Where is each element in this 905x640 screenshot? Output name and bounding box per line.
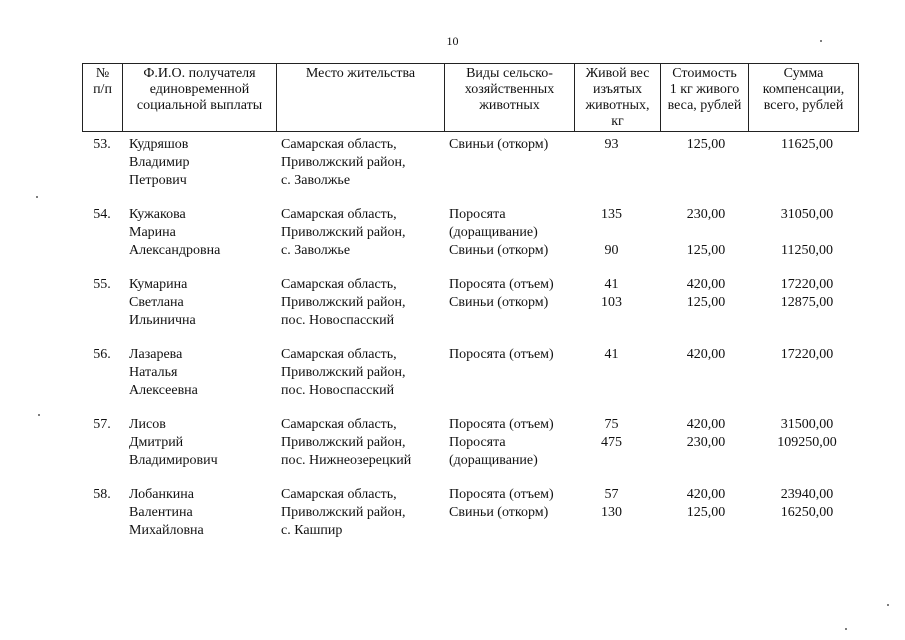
column-header [83, 64, 123, 132]
live-weight: 130 [601, 505, 622, 520]
recipient-name-cell [126, 276, 279, 330]
residence: Приволжский район, [281, 295, 406, 310]
column-header-line: животных [479, 98, 540, 113]
column-header-line: Сумма [783, 66, 824, 81]
cost-per-kg: 420,00 [686, 417, 726, 432]
live-weight: 57 [604, 487, 619, 502]
recipient-name: Кужакова [129, 207, 186, 222]
animal-kind-cell [446, 206, 577, 260]
column-header-line: п/п [93, 82, 112, 97]
animal-kind-cell [446, 276, 577, 312]
row-number-cell [82, 136, 122, 154]
residence: Самарская область, [281, 347, 397, 362]
column-header-line: животных, [585, 98, 650, 113]
compensation-sum-cell [752, 486, 862, 522]
row-number: 53. [93, 137, 111, 152]
animal-kind: Поросята [449, 207, 506, 222]
column-header-line: социальной выплаты [136, 98, 263, 113]
residence-cell [278, 136, 441, 190]
residence: Приволжский район, [281, 435, 406, 450]
compensation-sum: 11625,00 [781, 137, 833, 152]
column-header [277, 64, 445, 132]
animal-kind: Поросята [449, 435, 506, 450]
row-number: 58. [93, 487, 111, 502]
recipient-name: Алексеевна [129, 383, 198, 398]
cost-per-kg: 230,00 [686, 207, 726, 222]
residence: с. Заволжье [281, 243, 351, 258]
column-header-line: № [95, 66, 110, 81]
compensation-sum: 17220,00 [780, 277, 834, 292]
animal-kind: Свиньи (откорм) [449, 505, 549, 520]
residence: Приволжский район, [281, 505, 406, 520]
recipient-name: Лобанкина [129, 487, 194, 502]
animal-kind-cell [446, 416, 577, 470]
row-number-cell [82, 416, 122, 434]
recipient-name: Светлана [129, 295, 184, 310]
compensation-sum: 17220,00 [780, 347, 834, 362]
animal-kind: Поросята (отъем) [449, 277, 554, 292]
row-number-cell [82, 346, 122, 364]
cost-per-kg: 125,00 [686, 505, 726, 520]
cost-per-kg-cell [660, 486, 752, 522]
live-weight-cell [574, 346, 649, 364]
recipient-name: Валентина [129, 505, 193, 520]
live-weight-cell [574, 486, 649, 522]
recipient-name: Кумарина [129, 277, 188, 292]
recipient-name-cell [126, 206, 279, 260]
live-weight: 90 [604, 243, 619, 258]
row-number-cell [82, 486, 122, 504]
scan-speck [38, 414, 40, 416]
cost-per-kg: 125,00 [686, 243, 726, 258]
live-weight [574, 452, 649, 470]
residence: Приволжский район, [281, 225, 406, 240]
residence: пос. Новоспасский [281, 383, 395, 398]
live-weight: 41 [604, 347, 619, 362]
cost-per-kg-cell [660, 136, 752, 154]
live-weight-cell [574, 206, 649, 260]
column-header-line: всего, рублей [763, 98, 844, 113]
residence-cell [278, 486, 441, 540]
column-header-line: хозяйственных [464, 82, 555, 97]
recipient-name: Петрович [129, 173, 187, 188]
recipient-name: Наталья [129, 365, 178, 380]
compensation-sum: 31500,00 [780, 417, 834, 432]
cost-per-kg: 420,00 [686, 277, 726, 292]
column-header [661, 64, 749, 132]
column-header-line: единовременной [149, 82, 250, 97]
residence: Самарская область, [281, 417, 397, 432]
recipient-name: Михайловна [129, 523, 204, 538]
live-weight: 475 [601, 435, 622, 450]
residence-cell [278, 346, 441, 400]
row-number: 55. [93, 277, 111, 292]
recipient-name: Лазарева [129, 347, 183, 362]
column-header-line: Виды сельско- [466, 66, 553, 81]
compensation-sum: 16250,00 [780, 505, 834, 520]
column-header-line: компенсации, [762, 82, 845, 97]
compensation-sum: 109250,00 [777, 435, 837, 450]
column-header-line: кг [611, 114, 624, 129]
compensation-sum: 23940,00 [780, 487, 834, 502]
cost-per-kg: 125,00 [686, 295, 726, 310]
cost-per-kg [660, 452, 752, 470]
residence: Самарская область, [281, 137, 397, 152]
column-header [123, 64, 277, 132]
compensation-sum: 12875,00 [780, 295, 834, 310]
compensation-sum-cell [752, 276, 862, 312]
residence: с. Кашпир [281, 523, 343, 538]
cost-per-kg-cell [660, 416, 752, 470]
animal-kind: (доращивание) [449, 453, 538, 468]
recipient-name: Владимирович [129, 453, 218, 468]
cost-per-kg: 420,00 [686, 347, 726, 362]
animal-kind-cell [446, 346, 577, 364]
live-weight: 103 [601, 295, 622, 310]
column-header-line: Место жительства [305, 66, 416, 81]
recipient-name: Ильинична [129, 313, 196, 328]
compensation-sum [752, 452, 862, 470]
table-header [82, 63, 859, 132]
residence: с. Заволжье [281, 173, 351, 188]
recipient-name-cell [126, 486, 279, 540]
column-header-line: Живой вес [585, 66, 650, 81]
column-header-line: 1 кг живого [669, 82, 740, 97]
recipient-name-cell [126, 346, 279, 400]
animal-kind: Поросята (отъем) [449, 487, 554, 502]
residence-cell [278, 416, 441, 470]
cost-per-kg-cell [660, 276, 752, 312]
animal-kind: Свиньи (откорм) [449, 137, 549, 152]
residence-cell [278, 276, 441, 330]
compensation-sum-cell [752, 136, 862, 154]
residence-cell [278, 206, 441, 260]
residence: пос. Нижнеозерецкий [281, 453, 412, 468]
compensation-sum: 31050,00 [780, 207, 834, 222]
recipient-name: Александровна [129, 243, 221, 258]
live-weight-cell [574, 416, 649, 470]
animal-kind: Поросята (отъем) [449, 347, 554, 362]
recipient-name-cell [126, 136, 279, 190]
residence: Самарская область, [281, 207, 397, 222]
residence: Самарская область, [281, 277, 397, 292]
column-header [749, 64, 859, 132]
live-weight: 93 [604, 137, 619, 152]
recipient-name: Кудряшов [129, 137, 189, 152]
recipient-name-cell [126, 416, 279, 470]
compensation-sum-cell [752, 206, 862, 260]
page-number: 10 [446, 34, 459, 48]
animal-kind: Поросята (отъем) [449, 417, 554, 432]
cost-per-kg-cell [660, 206, 752, 260]
animal-kind: (доращивание) [449, 225, 538, 240]
row-number-cell [82, 276, 122, 294]
column-header-line: Ф.И.О. получателя [143, 66, 256, 81]
animal-kind: Свиньи (откорм) [449, 243, 549, 258]
column-header-line: веса, рублей [667, 98, 742, 113]
live-weight: 135 [601, 207, 622, 222]
scan-speck [820, 40, 822, 42]
animal-kind-cell [446, 136, 577, 154]
residence: Приволжский район, [281, 365, 406, 380]
recipient-name: Лисов [129, 417, 166, 432]
recipient-name: Марина [129, 225, 176, 240]
live-weight: 75 [604, 417, 619, 432]
compensation-sum [752, 224, 862, 242]
column-header-line: изъятых [593, 82, 642, 97]
row-number: 56. [93, 347, 111, 362]
cost-per-kg: 125,00 [686, 137, 726, 152]
cost-per-kg: 420,00 [686, 487, 726, 502]
column-header [445, 64, 575, 132]
live-weight: 41 [604, 277, 619, 292]
compensation-sum: 11250,00 [781, 243, 833, 258]
scan-speck [36, 196, 38, 198]
column-header [575, 64, 661, 132]
live-weight [574, 224, 649, 242]
recipient-name: Дмитрий [129, 435, 184, 450]
row-number: 54. [93, 207, 111, 222]
cost-per-kg: 230,00 [686, 435, 726, 450]
residence: Самарская область, [281, 487, 397, 502]
recipient-name: Владимир [129, 155, 190, 170]
residence: Приволжский район, [281, 155, 406, 170]
live-weight-cell [574, 276, 649, 312]
animal-kind: Свиньи (откорм) [449, 295, 549, 310]
column-header-line: Стоимость [672, 66, 737, 81]
row-number: 57. [93, 417, 111, 432]
cost-per-kg-cell [660, 346, 752, 364]
residence: пос. Новоспасский [281, 313, 395, 328]
row-number-cell [82, 206, 122, 224]
live-weight-cell [574, 136, 649, 154]
compensation-sum-cell [752, 416, 862, 470]
scan-speck [887, 604, 889, 606]
cost-per-kg [660, 224, 752, 242]
scan-speck [845, 628, 847, 630]
compensation-sum-cell [752, 346, 862, 364]
animal-kind-cell [446, 486, 577, 522]
